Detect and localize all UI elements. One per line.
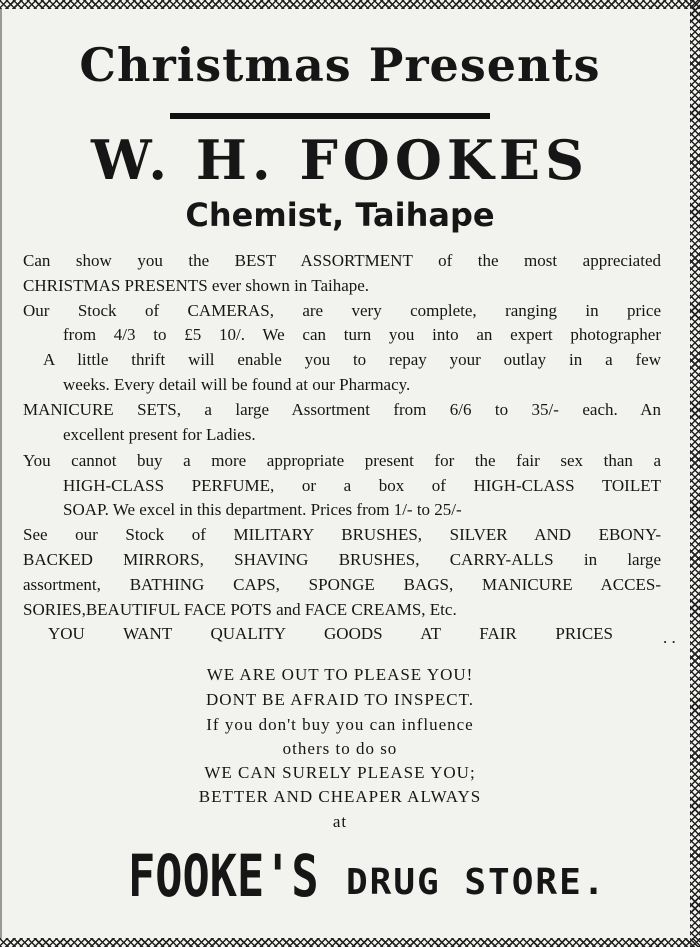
business-subtitle: Chemist, Taihape	[185, 196, 495, 234]
business-name: W. H. FOOKES	[91, 128, 589, 192]
decorative-border-bottom	[0, 938, 700, 947]
body-line: You cannot buy a more appropriate present for the fair sex than a	[23, 451, 661, 470]
body-line: Can show you the BEST ASSORTMENT of the most appreciated	[23, 251, 661, 270]
center-line: WE CAN SURELY PLEASE YOU;	[204, 763, 476, 782]
center-line: DONT BE AFRAID TO INSPECT.	[206, 690, 474, 709]
body-line: BACKED MIRRORS, SHAVING BRUSHES, CARRY-ALLS in large	[23, 550, 661, 569]
body-line: assortment, BATHING CAPS, SPONGE BAGS, MANICURE ACCES-	[23, 575, 661, 594]
body-line: YOU WANT QUALITY GOODS AT FAIR PRICES	[48, 624, 613, 643]
body-line: Our Stock of CAMERAS, are very complete, ranging in price	[23, 301, 661, 320]
body-line: SOAP. We excel in this department. Prices from 1/- to 25/-	[63, 500, 462, 519]
center-line: If you don't buy you can influence	[206, 715, 474, 734]
body-line: See our Stock of MILITARY BRUSHES, SILVER AND EBONY-	[23, 525, 661, 544]
center-line: BETTER AND CHEAPER ALWAYS	[198, 787, 482, 806]
body-line: A little thrift will enable you to repay your outlay in a few	[43, 350, 661, 369]
center-line: others to do so	[282, 739, 398, 758]
body-line: CHRISTMAS PRESENTS ever shown in Taihape.	[23, 276, 370, 295]
title-underline	[170, 113, 490, 119]
leader-dots: . .	[663, 628, 676, 647]
body-line: excellent present for Ladies.	[63, 425, 256, 444]
body-line: SORIES,BEAUTIFUL FACE POTS and FACE CREAMS, Etc.	[23, 600, 457, 619]
body-line: HIGH-CLASS PERFUME, or a box of HIGH-CLASS TOILET	[63, 476, 661, 495]
body-line: MANICURE SETS, a large Assortment from 6/6 to 35/- each. An	[23, 400, 661, 419]
center-line: WE ARE OUT TO PLEASE YOU!	[206, 665, 474, 684]
ad-title: Christmas Presents	[79, 38, 601, 92]
footer-store-type: DRUG STORE.	[346, 862, 607, 903]
center-line: at	[332, 812, 348, 831]
body-line: from 4/3 to £5 10/. We can turn you into an expert photographer	[63, 325, 661, 344]
body-line: weeks. Every detail will be found at our Pharmacy.	[63, 375, 411, 394]
decorative-border-right	[690, 0, 700, 947]
footer-store-name: FOOKE'S	[128, 842, 319, 910]
decorative-border-top	[0, 0, 700, 9]
